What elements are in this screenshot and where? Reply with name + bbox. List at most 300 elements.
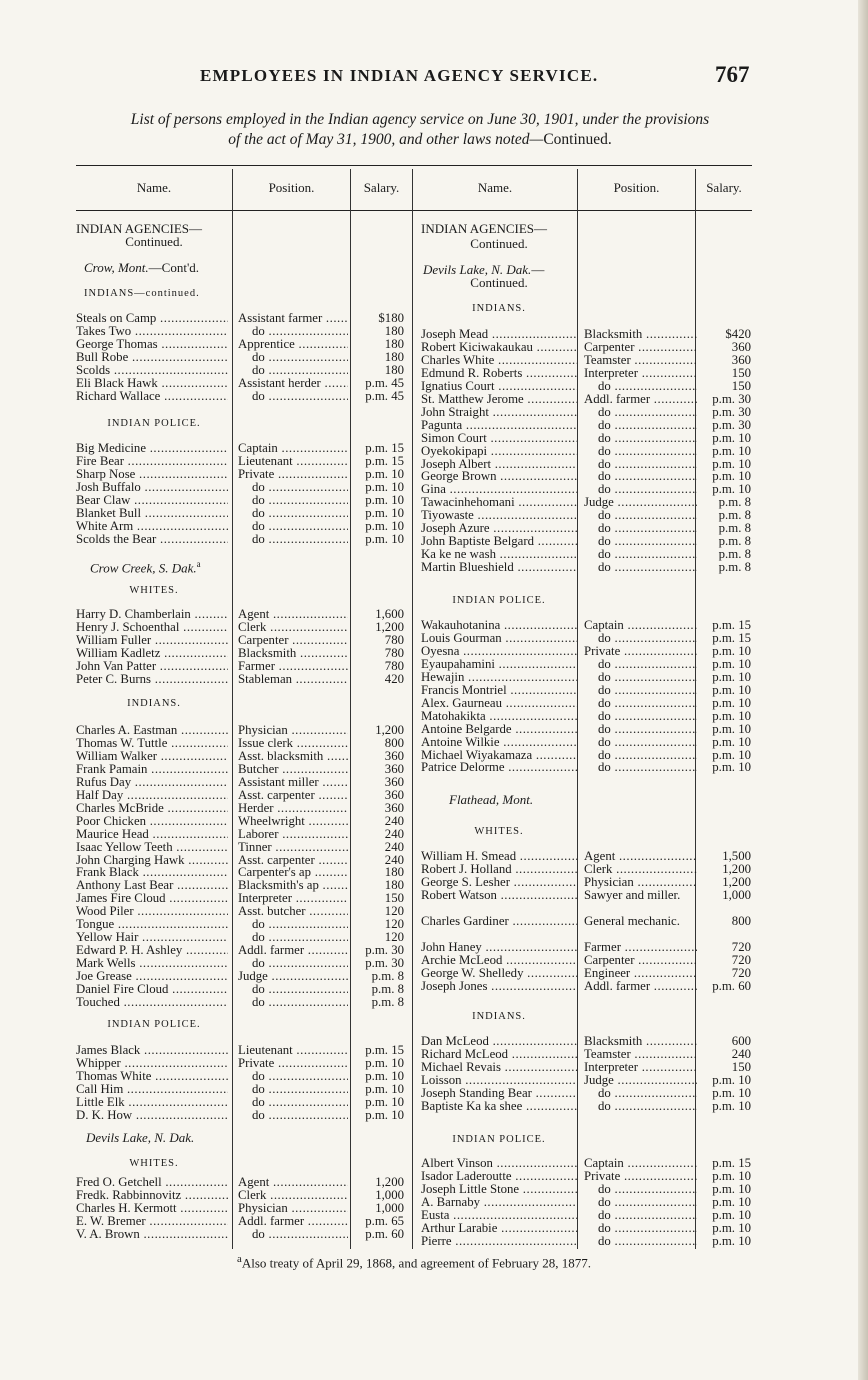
employee-name xyxy=(76,673,228,686)
employee-row xyxy=(76,892,406,905)
employee-position xyxy=(584,509,697,522)
employee-salary: 180 xyxy=(384,878,404,893)
employee-name xyxy=(76,957,228,970)
employee-salary: 1,500 xyxy=(722,849,751,863)
employee-salary: p.m. 10 xyxy=(712,1072,751,1087)
employee-row xyxy=(76,841,406,854)
employee-name-text: Pierre xyxy=(421,1234,452,1248)
employee-position xyxy=(238,621,348,634)
employee-position xyxy=(584,1235,697,1248)
employee-position xyxy=(238,351,348,364)
employee-position xyxy=(238,1189,348,1202)
employee-salary: p.m. 30 xyxy=(365,943,404,958)
employee-row xyxy=(421,671,751,684)
employee-position xyxy=(238,520,348,533)
employee-position-text: do xyxy=(598,709,611,723)
employee-row xyxy=(421,432,751,445)
employee-position xyxy=(584,548,697,561)
employee-salary: 240 xyxy=(384,839,404,854)
employee-salary: p.m. 8 xyxy=(718,547,751,562)
employee-name xyxy=(76,892,228,905)
employee-salary: 1,600 xyxy=(375,607,404,621)
employee-position xyxy=(238,673,348,686)
employee-position xyxy=(238,815,348,828)
employee-name-text: Fred O. Getchell xyxy=(76,1176,162,1189)
employee-position xyxy=(238,377,348,390)
employee-name xyxy=(421,710,577,723)
employee-position xyxy=(584,561,697,574)
employee-salary: 780 xyxy=(384,658,404,673)
group-heading-text: INDIAN POLICE. xyxy=(107,418,201,429)
employee-name xyxy=(76,621,228,634)
employee-name xyxy=(421,850,577,863)
employee-position xyxy=(584,380,697,393)
employee-position xyxy=(584,496,697,509)
employee-salary: 180 xyxy=(384,362,404,377)
employee-name xyxy=(76,841,228,854)
employee-position-text: Clerk xyxy=(238,1188,267,1202)
employee-position-text: Private xyxy=(238,467,275,481)
employee-name xyxy=(421,470,577,483)
employee-row xyxy=(76,866,406,879)
employee-name-text: Bull Robe xyxy=(76,350,129,364)
agency-heading xyxy=(449,792,533,807)
employee-row xyxy=(76,507,406,520)
employee-position-text: do xyxy=(252,519,265,533)
employee-salary: p.m. 10 xyxy=(712,695,751,710)
employee-position xyxy=(238,1176,348,1189)
agency-heading-text: Crow Creek, S. Dak. xyxy=(90,560,197,576)
employee-position xyxy=(238,905,348,918)
employee-row xyxy=(76,828,406,841)
employee-salary: p.m. 10 xyxy=(365,518,404,533)
employee-position-text: Judge xyxy=(584,496,614,510)
employee-name-text: Frank Pamain xyxy=(76,762,148,776)
employee-row xyxy=(421,483,751,496)
employee-row xyxy=(76,983,406,996)
group-heading xyxy=(421,593,577,608)
employee-row xyxy=(421,697,751,710)
employee-name-text: William Walker xyxy=(76,749,158,763)
employee-position-text: do xyxy=(252,493,265,507)
group-heading-text: INDIANS. xyxy=(472,303,526,314)
employee-position-text: do xyxy=(598,748,611,762)
employee-salary: 800 xyxy=(384,735,404,750)
employee-name-text: George Brown xyxy=(421,470,497,484)
employee-salary: p.m. 10 xyxy=(712,747,751,762)
employee-row xyxy=(421,619,751,632)
employee-salary: 360 xyxy=(384,787,404,802)
group-heading xyxy=(76,583,232,598)
employee-name xyxy=(76,533,228,546)
employee-name-text: A. Barnaby xyxy=(421,1195,480,1209)
employee-position-text: do xyxy=(252,532,265,546)
employee-position xyxy=(584,445,697,458)
employee-name xyxy=(421,380,577,393)
employee-row xyxy=(76,1070,406,1083)
employee-position xyxy=(584,645,697,658)
employee-name-text: Henry J. Schoenthal xyxy=(76,620,180,634)
employee-name xyxy=(76,905,228,918)
employee-position-text: Addl. farmer xyxy=(584,980,651,993)
employee-name-text: E. W. Bremer xyxy=(76,1214,146,1228)
employee-position-text: do xyxy=(598,483,611,497)
employee-row xyxy=(76,1215,406,1228)
employee-position-text: do xyxy=(252,931,265,945)
employee-name-text: Tawacinhehomani xyxy=(421,496,515,510)
employee-position-text: do xyxy=(252,1095,265,1109)
employee-position xyxy=(584,671,697,684)
employee-position-text: Judge xyxy=(238,970,268,984)
employee-position-text: Carpenter's ap xyxy=(238,866,312,880)
employee-name-text: Joseph Little Stone xyxy=(421,1182,520,1196)
employee-name-text: Hewajin xyxy=(421,670,465,684)
employee-name xyxy=(421,1100,577,1113)
employee-salary: p.m. 15 xyxy=(712,618,751,632)
employee-position-text: do xyxy=(598,735,611,749)
employee-row xyxy=(421,954,751,967)
agency-heading-text: Continued. xyxy=(470,275,528,290)
employee-name xyxy=(76,1202,228,1215)
group-heading xyxy=(84,286,200,301)
employee-row xyxy=(76,1057,406,1070)
group-heading-text: INDIAN POLICE. xyxy=(107,1019,201,1030)
employee-position-text: do xyxy=(252,1227,265,1241)
employee-salary: 120 xyxy=(384,917,404,932)
employee-name xyxy=(76,1109,228,1122)
employee-name xyxy=(76,1228,228,1241)
employee-name-text: Tiyowaste xyxy=(421,509,474,523)
employee-position xyxy=(238,996,348,1009)
agency-heading-text: Flathead, Mont. xyxy=(449,792,534,807)
employee-name xyxy=(76,442,228,455)
employee-salary: p.m. 8 xyxy=(371,982,404,996)
employee-name-text: Louis Gourman xyxy=(421,631,502,645)
employee-position-text: Engineer xyxy=(584,967,631,980)
employee-salary: 150 xyxy=(731,365,751,380)
employee-salary: 1,200 xyxy=(722,875,751,889)
employee-position xyxy=(238,1044,348,1057)
employee-salary: p.m. 10 xyxy=(365,1081,404,1096)
employee-name-text: Little Elk xyxy=(76,1095,125,1109)
employee-position-text: Assistant miller xyxy=(238,775,319,789)
employee-name xyxy=(76,918,228,931)
employee-position xyxy=(584,915,684,928)
employee-name-text: Touched xyxy=(76,995,120,1009)
employee-row xyxy=(421,761,751,774)
employee-name xyxy=(76,879,228,892)
employee-position-text: Agent xyxy=(238,608,270,621)
employee-name xyxy=(76,1057,228,1070)
employee-position-text: do xyxy=(598,548,611,562)
employee-name xyxy=(421,723,577,736)
employee-name xyxy=(76,660,228,673)
employee-row xyxy=(76,1083,406,1096)
employee-salary: 1,000 xyxy=(375,1200,404,1215)
employee-position-text: do xyxy=(598,431,611,445)
employee-name-text: D. K. How xyxy=(76,1108,133,1122)
employee-position-text: do xyxy=(252,324,265,338)
group-heading-text: INDIANS—continued. xyxy=(84,288,200,299)
employee-row xyxy=(421,723,751,736)
employee-position xyxy=(584,354,697,367)
employee-row xyxy=(76,481,406,494)
employee-row xyxy=(421,328,751,341)
employee-name-text: Frank Black xyxy=(76,866,139,880)
employee-position xyxy=(584,749,697,762)
employee-name xyxy=(421,509,577,522)
employee-name xyxy=(76,481,228,494)
employee-position-text: do xyxy=(598,509,611,523)
employee-position xyxy=(238,1096,348,1109)
employee-position xyxy=(238,879,348,892)
agency-heading-text: Devils Lake, N. Dak. xyxy=(86,1130,195,1145)
employee-row xyxy=(421,458,751,471)
employee-row xyxy=(76,455,406,468)
employee-salary: p.m. 8 xyxy=(718,521,751,536)
employee-name-text: Baptiste Ka ka shee xyxy=(421,1099,523,1113)
employee-salary: p.m. 15 xyxy=(365,1043,404,1057)
employee-row xyxy=(76,608,406,621)
employee-position xyxy=(584,941,697,954)
employee-position-text: do xyxy=(252,389,265,403)
section-heading-text: INDIAN AGENCIES— xyxy=(76,221,203,236)
employee-salary: p.m. 10 xyxy=(712,1207,751,1222)
employee-position-text: Addl. farmer xyxy=(238,1214,305,1228)
employee-name-text: Michael Wiyakamaza xyxy=(421,748,533,762)
employee-salary: 360 xyxy=(731,352,751,367)
employee-salary: p.m. 10 xyxy=(712,708,751,723)
employee-name xyxy=(421,863,577,876)
employee-row xyxy=(76,957,406,970)
column-header: Salary. xyxy=(363,180,400,195)
agency-heading xyxy=(90,557,201,575)
employee-position-text: Teamster xyxy=(584,1047,631,1061)
employee-salary: p.m. 10 xyxy=(712,1233,751,1248)
employee-position-text: Interpreter xyxy=(238,892,292,906)
employee-name xyxy=(76,866,228,879)
group-heading-text: WHITES. xyxy=(129,585,179,596)
column-header: Position. xyxy=(613,180,660,195)
employee-name-text: Daniel Fire Cloud xyxy=(76,983,169,996)
employee-row xyxy=(421,509,751,522)
employee-name-text: Charles A. Eastman xyxy=(76,724,178,737)
employee-position xyxy=(238,1083,348,1096)
employee-name-text: Patrice Delorme xyxy=(421,761,505,775)
employee-name xyxy=(421,697,577,710)
employee-salary: p.m. 10 xyxy=(712,682,751,697)
employee-row xyxy=(76,1202,406,1215)
employee-name-text: Antoine Wilkie xyxy=(421,735,500,749)
employee-position xyxy=(584,470,697,483)
employee-name-text: James Fire Cloud xyxy=(76,892,166,906)
employee-position-text: Assistant farmer xyxy=(238,312,323,325)
caption-line-2 xyxy=(70,130,770,150)
employee-row xyxy=(76,750,406,763)
employee-position-text: Apprentice xyxy=(238,337,295,351)
employee-position xyxy=(238,390,348,403)
employee-salary: p.m. 10 xyxy=(712,482,751,497)
employee-name-text: Robert J. Holland xyxy=(421,863,512,876)
employee-name xyxy=(421,967,577,980)
employee-salary: 1,000 xyxy=(375,1187,404,1202)
employee-position xyxy=(584,1157,697,1170)
employee-position xyxy=(584,406,697,419)
employee-name xyxy=(76,494,228,507)
employee-row xyxy=(421,419,751,432)
employee-name-text: Matohakikta xyxy=(421,709,486,723)
employee-row xyxy=(76,312,406,325)
employee-position-text: do xyxy=(252,350,265,364)
employee-salary: p.m. 10 xyxy=(712,760,751,775)
employee-name xyxy=(421,393,577,406)
employee-position xyxy=(238,866,348,879)
employee-salary: p.m. 15 xyxy=(365,441,404,455)
employee-position-text: Butcher xyxy=(238,762,279,776)
employee-salary: 180 xyxy=(384,323,404,338)
employee-position-text: Private xyxy=(584,644,621,658)
footnote xyxy=(76,1253,752,1271)
employee-row xyxy=(421,1170,751,1183)
employee-position-text: do xyxy=(598,405,611,419)
employee-name xyxy=(76,724,228,737)
employee-salary: 360 xyxy=(384,774,404,789)
employee-row xyxy=(76,494,406,507)
employee-name xyxy=(76,944,228,957)
employee-name-text: John Baptiste Belgard xyxy=(421,535,535,549)
employee-salary: 240 xyxy=(384,826,404,841)
employee-salary: 240 xyxy=(384,813,404,828)
section-heading xyxy=(76,234,232,249)
employee-position-text: do xyxy=(598,1182,611,1196)
employee-name xyxy=(76,828,228,841)
employee-position-text: do xyxy=(598,457,611,471)
employee-position xyxy=(584,1196,697,1209)
employee-position xyxy=(238,854,348,867)
employee-name xyxy=(421,1196,577,1209)
employee-position xyxy=(584,954,697,967)
employee-name-text: Loisson xyxy=(421,1073,462,1087)
employee-row xyxy=(76,815,406,828)
employee-row xyxy=(76,996,406,1009)
employee-name xyxy=(76,1096,228,1109)
employee-position-text: Captain xyxy=(584,1157,624,1170)
employee-position xyxy=(584,761,697,774)
employee-name xyxy=(76,776,228,789)
employee-name-text: Poor Chicken xyxy=(76,814,147,828)
employee-position-text: Private xyxy=(238,1056,275,1070)
employee-row xyxy=(76,789,406,802)
employee-position-text: Lieutenant xyxy=(238,454,293,468)
employee-row xyxy=(421,1183,751,1196)
employee-name-text: Isador Laderoutte xyxy=(421,1169,512,1183)
employee-row xyxy=(421,548,751,561)
column-rule xyxy=(412,169,413,1249)
employee-position-text: Carpenter xyxy=(584,340,635,354)
employee-position-text: do xyxy=(598,522,611,536)
group-heading-text: INDIANS. xyxy=(472,1011,526,1022)
employee-position xyxy=(238,494,348,507)
employee-name xyxy=(76,750,228,763)
employee-name-text: William Kadletz xyxy=(76,646,161,660)
employee-salary: 1,000 xyxy=(722,888,751,902)
employee-name-text: Harry D. Chamberlain xyxy=(76,608,191,621)
header-rule xyxy=(76,210,752,211)
employee-row xyxy=(76,520,406,533)
employee-position-text: do xyxy=(598,1099,611,1113)
employee-name-text: Eusta xyxy=(421,1208,450,1222)
employee-position xyxy=(238,763,348,776)
employee-row xyxy=(421,470,751,483)
employee-salary: 120 xyxy=(384,904,404,919)
employee-row xyxy=(421,406,751,419)
employee-position-text: do xyxy=(252,480,265,494)
employee-name-text: Joseph Albert xyxy=(421,457,492,471)
employee-row xyxy=(421,1074,751,1087)
employee-name-text: Takes Two xyxy=(76,324,132,338)
employee-position-text: Addl. farmer xyxy=(238,944,305,958)
employee-position-text: Physician xyxy=(238,1201,288,1215)
employee-row xyxy=(421,980,751,993)
employee-salary: p.m. 30 xyxy=(365,956,404,971)
employee-position xyxy=(584,1183,697,1196)
employee-name xyxy=(421,1209,577,1222)
employee-position-text: do xyxy=(598,761,611,775)
employee-position-text: do xyxy=(252,1108,265,1122)
employee-position-text: do xyxy=(252,1069,265,1083)
employee-position-text: Blacksmith xyxy=(584,328,643,341)
employee-name-text: Whipper xyxy=(76,1056,121,1070)
employee-salary: p.m. 60 xyxy=(712,979,751,993)
employee-salary: p.m. 10 xyxy=(365,492,404,507)
employee-name-text: John Charging Hawk xyxy=(76,853,185,867)
employee-salary: 720 xyxy=(731,966,751,980)
group-heading xyxy=(421,301,577,316)
employee-row xyxy=(421,632,751,645)
employee-name xyxy=(421,432,577,445)
employee-position xyxy=(584,863,697,876)
agency-heading-text: Crow, Mont. xyxy=(84,260,149,275)
employee-salary: p.m. 10 xyxy=(712,456,751,471)
employee-name xyxy=(76,983,228,996)
employee-name-text: Mark Wells xyxy=(76,957,136,971)
employee-name-text: Richard McLeod xyxy=(421,1047,509,1061)
employee-position-text: Interpreter xyxy=(584,1060,638,1074)
agency-heading-text: Devils Lake, N. Dak. xyxy=(423,262,532,277)
employee-position xyxy=(584,328,697,341)
group-heading-text: INDIAN POLICE. xyxy=(452,595,546,606)
employee-salary: 180 xyxy=(384,336,404,351)
employee-name xyxy=(421,367,577,380)
table-caption xyxy=(70,110,770,150)
employee-position-text: Agent xyxy=(238,1176,270,1189)
employee-position-text: do xyxy=(598,1086,611,1100)
agency-heading xyxy=(84,260,199,275)
employee-position xyxy=(238,1057,348,1070)
employee-position-text: Blacksmith's ap xyxy=(238,879,319,893)
employee-row xyxy=(76,879,406,892)
employee-position-text: Blacksmith xyxy=(584,1035,643,1048)
employee-salary: 180 xyxy=(384,349,404,364)
employee-salary: p.m. 8 xyxy=(718,495,751,510)
employee-name xyxy=(421,458,577,471)
employee-position-text: Asst. carpenter xyxy=(238,788,315,802)
employee-name xyxy=(76,815,228,828)
section-heading-text: Continued. xyxy=(470,236,528,251)
employee-name-text: George Thomas xyxy=(76,337,158,351)
employee-position xyxy=(238,1228,348,1241)
employee-salary: p.m. 8 xyxy=(718,508,751,523)
